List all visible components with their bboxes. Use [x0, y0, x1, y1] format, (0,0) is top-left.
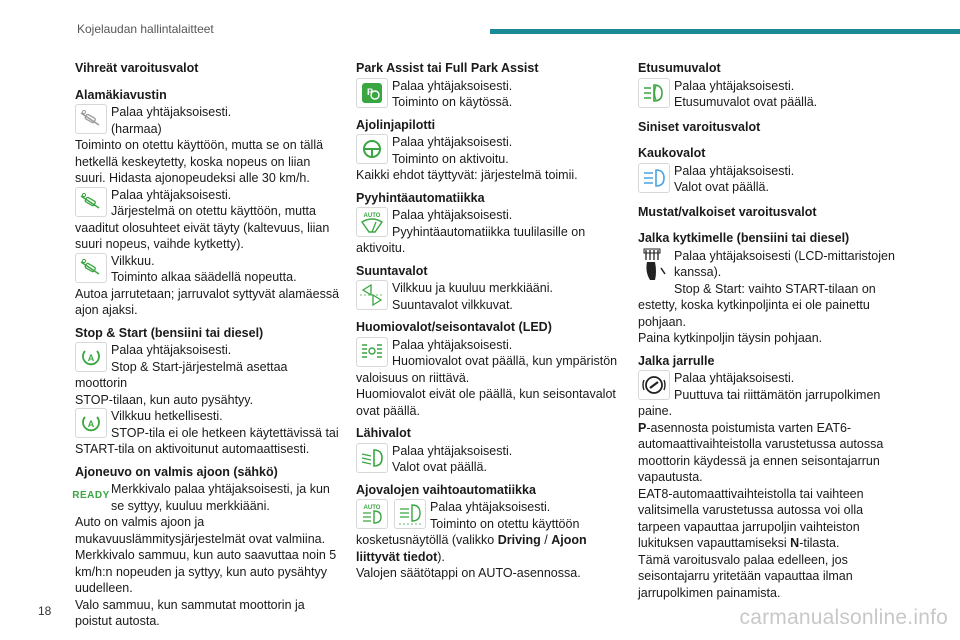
front-fog-entry: Palaa yhtäjaksoisesti. Etusumuvalot ovat päällä.: [638, 78, 908, 111]
turn-signals-title: Suuntavalot: [356, 263, 428, 278]
auto-headlamp-icons: [356, 499, 426, 529]
page-number: 18: [38, 604, 52, 618]
column-3: [638, 58, 908, 601]
front-fog-light-icon: [638, 78, 670, 108]
svg-text:A: A: [87, 353, 95, 363]
front-fog-title: Etusumuvalot: [638, 61, 721, 75]
stop-start-icon: [75, 342, 107, 372]
daytime-running-lights-icon: [356, 337, 388, 367]
drl-entry: Palaa yhtäjaksoisesti. Huomiovalot ovat päällä, kun ympäristön valoisuus on riittävä. Huomiovalot eivät ole päällä, kun seisontavalot ovat päällä.: [356, 337, 618, 418]
stop-start-icon: [75, 408, 107, 438]
vehicle-ready-title: Ajoneuvo on valmis ajoon (sähkö): [75, 464, 278, 479]
auto-high-beam-icon-2: [394, 499, 426, 529]
stop-start-title: Stop & Start (bensiini tai diesel): [75, 325, 264, 340]
foot-clutch-entry: Palaa yhtäjaksoisesti (LCD-mittaristojen kanssa). Stop & Start: vaihto START-tilaan on estetty, koska kytkinpoljinta ei ole painettu pohjaan. Paina kytkinpoljin täysin pohjaan.: [638, 248, 895, 345]
high-beam-title: Kaukovalot: [638, 146, 706, 160]
hill-descent-title: Alamäkiavustin: [75, 87, 167, 102]
section-blue-title: Siniset varoitusvalot: [638, 119, 761, 134]
auto-wiper-icon: [356, 207, 388, 237]
lane-pilot-entry: Palaa yhtäjaksoisesti. Toiminto on aktivoitu. Kaikki ehdot täyttyvät: järjestelmä toimii.: [356, 135, 578, 182]
high-beam-entry: Palaa yhtäjaksoisesti. Valot ovat päällä.: [638, 163, 908, 196]
drl-title: Huomiovalot/seisontavalot (LED): [356, 320, 552, 334]
stop-start-entry-1: A Palaa yhtäjaksoisesti. Stop & Start-järjestelmä asettaa moottorin STOP-tilaan, kun auto pysähtyy.: [75, 343, 288, 407]
ready-icon: READY: [75, 481, 107, 511]
park-assist-title: Park Assist tai Full Park Assist: [356, 61, 539, 75]
hill-descent-icon: [75, 253, 107, 283]
turn-signals-entry: Vilkkuu ja kuuluu merkkiääni. Suuntavalot vilkkuvat.: [356, 280, 621, 313]
hill-descent-icon: [75, 187, 107, 217]
header-accent-bar: [490, 29, 960, 34]
auto-headlamp-entry: AUTO Palaa yhtäjaksoisesti. Toiminto on otettu käyttöön kosketusnäytöllä (valikko Driving / Ajoon liittyvät tiedot). Valojen säätötappi on AUTO-asennossa.: [356, 500, 587, 580]
column-1: [72, 58, 343, 630]
foot-on-brake-icon: [638, 370, 670, 400]
steering-wheel-icon: [356, 134, 388, 164]
auto-high-beam-icon: [356, 499, 388, 529]
vehicle-ready-entry: READY Merkkivalo palaa yhtäjaksoisesti, ja kun se syttyy, kuuluu merkkiääni. Auto on valmis ajoon ja mukavuuslämmitysjärjestelmät ovat valmiina. Merkkivalo sammuu, kun auto saavuttaa noin 5 km/h:n nopeuden ja syttyy, kun auto pysähtyy uudelleen. Valo sammuu, kun sammutat moottorin ja poistut autosta.: [72, 482, 337, 628]
auto-headlamp-title: Ajovalojen vaihtoautomatiikka: [356, 482, 536, 497]
hill-descent-entry-1: Palaa yhtäjaksoisesti. (harmaa) Toiminto on otettu käyttöön, mutta se on tällä hetkellä keskeytetty, koska nopeus on liian suuri. Hidasta ajonopeudeksi alle 30 km/h.: [75, 105, 324, 185]
column-2: [356, 58, 621, 582]
park-assist-entry: P Palaa yhtäjaksoisesti. Toiminto on käytössä.: [356, 78, 621, 111]
foot-brake-entry: Palaa yhtäjaksoisesti. Puuttuva tai riittämätön jarrupolkimen paine. P-asennosta poistumista varten EAT6-automaattivaihteistolla varustetussa autossa moottorin käydessä ja ennen seisontajarrun vapautusta. EAT8-automaattivaihteistolla tai vaihteen valitsimella varustetussa autossa voi olla tarpeen vapauttaa jarrupoljin vaihteiston lukituksen vapauttamiseksi N-tilasta. Tämä varoitusvalo palaa edelleen, jos seisontajarru yritetään vapauttaa ilman jarrupolkimen painamista.: [638, 371, 884, 600]
hill-descent-grey-icon: [75, 104, 107, 134]
section-green-title: Vihreät varoitusvalot: [75, 61, 199, 75]
svg-text:AUTO: AUTO: [363, 213, 381, 219]
foot-clutch-title: Jalka kytkimelle (bensiini tai diesel): [638, 231, 850, 245]
park-assist-icon: [356, 78, 388, 108]
header-title: Kojelaudan hallintalaitteet: [77, 22, 214, 36]
watermark: carmanualsonline.info: [739, 606, 948, 629]
stop-start-entry-2: A Vilkkuu hetkellisesti. STOP-tila ei ole hetkeen käytettävissä tai START-tila on aktivoitunut automaattisesti.: [75, 409, 339, 456]
hill-descent-entry-2: Palaa yhtäjaksoisesti. Järjestelmä on otettu käyttöön, mutta vaaditut olosuhteet eivät täyty (kaltevuus, liian suuri nopeus, vaihde kytketty).: [75, 187, 330, 251]
low-beam-icon: [356, 443, 388, 473]
svg-text:P: P: [367, 86, 374, 97]
lane-pilot-title: Ajolinjapilotti: [356, 117, 436, 132]
turn-signal-arrows-icon: [356, 280, 388, 310]
auto-wipers-title: Pyyhintäautomatiikka: [356, 190, 485, 205]
foot-brake-title: Jalka jarrulle: [638, 353, 715, 368]
foot-on-clutch-icon: [638, 248, 670, 282]
auto-wipers-entry: AUTO Palaa yhtäjaksoisesti. Pyyhintäautomatiikka tuulilasille on aktivoitu.: [356, 208, 586, 255]
hill-descent-entry-3: Vilkkuu. Toiminto alkaa säädellä nopeutta. Autoa jarrutetaan; jarruvalot syttyvät alamäessä ajon ajaksi.: [75, 253, 340, 317]
low-beam-title: Lähivalot: [356, 426, 411, 440]
svg-text:A: A: [87, 419, 95, 429]
svg-text:AUTO: AUTO: [363, 505, 381, 511]
low-beam-entry: Palaa yhtäjaksoisesti. Valot ovat päällä.: [356, 443, 621, 476]
high-beam-icon: [638, 163, 670, 193]
section-bw-title: Mustat/valkoiset varoitusvalot: [638, 204, 817, 219]
